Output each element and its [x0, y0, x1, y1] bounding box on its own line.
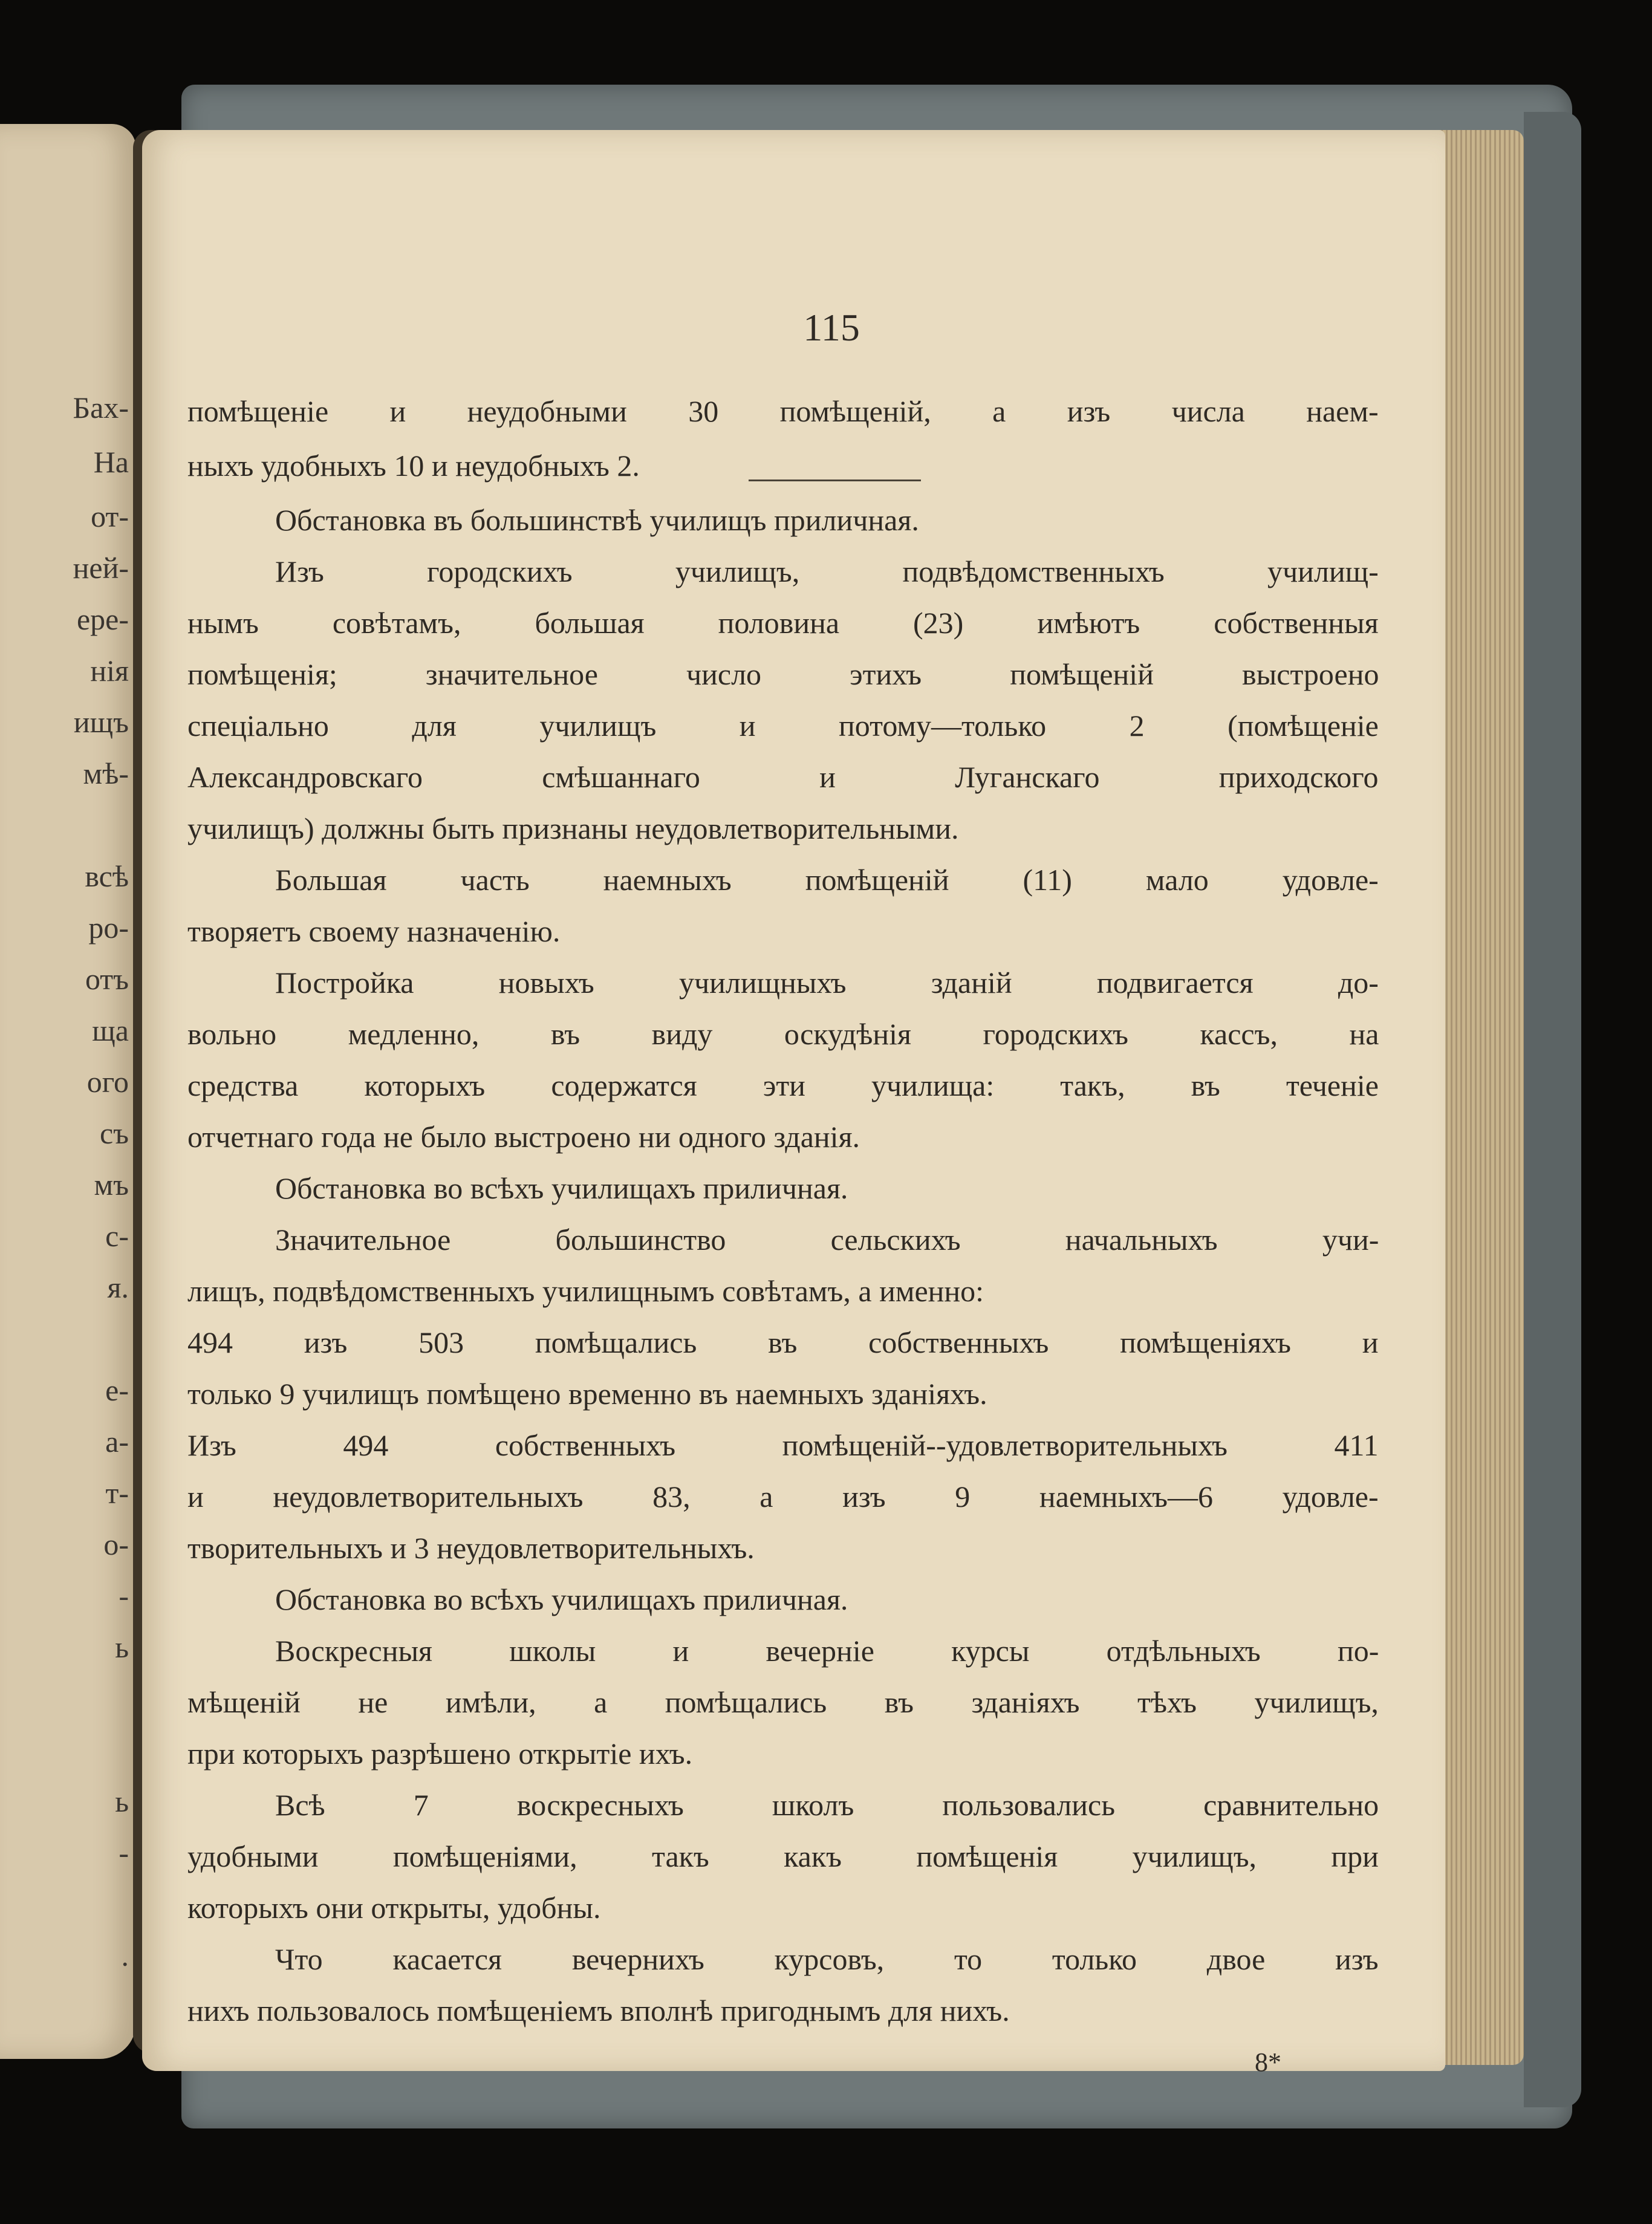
signature-mark: 8* — [1255, 2047, 1281, 2077]
left-page-fragment: е- — [105, 1373, 129, 1407]
body-line: училищъ) должны быть признаны неудовлетворительными. — [187, 811, 959, 845]
cover-edge — [1524, 112, 1581, 2107]
body-line: Что касается вечернихъ курсовъ, то только двое изъ — [275, 1942, 1379, 1976]
body-line: при которыхъ разрѣшено открытіе ихъ. — [187, 1737, 693, 1770]
left-page-fragment: о- — [103, 1527, 129, 1561]
body-line: Большая часть наемныхъ помѣщеній (11) мало удовле- — [275, 863, 1379, 897]
book-page — [142, 130, 1445, 2077]
left-page-fragment: отъ — [85, 962, 129, 996]
left-page-fragment: мѣ- — [83, 756, 129, 790]
body-line: мѣщеній не имѣли, а помѣщались въ зданіяхъ тѣхъ училищъ, — [187, 1685, 1379, 1719]
body-line: творительныхъ и 3 неудовлетворительныхъ. — [187, 1531, 755, 1565]
body-line: ныхъ удобныхъ 10 и неудобныхъ 2. — [187, 449, 640, 483]
body-line: только 9 училищъ помѣщено временно въ наемныхъ зданіяхъ. — [187, 1377, 987, 1411]
body-line: творяетъ своему назначенію. — [187, 914, 561, 948]
body-line: Изъ городскихъ училищъ, подвѣдомственныхъ училищ- — [275, 554, 1379, 588]
body-line: и неудовлетворительныхъ 83, а изъ 9 наемныхъ—6 удовле- — [187, 1480, 1379, 1514]
left-page-fragment: Бах- — [73, 391, 129, 424]
body-line: Обстановка во всѣхъ училищахъ приличная. — [275, 1582, 848, 1616]
left-page-fragment: мъ — [94, 1168, 129, 1201]
body-line: спеціально для училищъ и потому—только 2 (помѣщеніе — [187, 709, 1379, 743]
body-line: Обстановка въ большинствѣ училищъ приличная. — [275, 503, 919, 537]
left-page-fragment: с- — [105, 1219, 129, 1253]
page-number: 115 — [803, 306, 860, 349]
left-page-fragment: ро- — [88, 911, 129, 945]
left-page-fragment: я. — [107, 1270, 129, 1304]
body-line: помѣщенія; значительное число этихъ помѣщеній выстроено — [187, 657, 1379, 691]
left-page-fragment: нія — [90, 654, 129, 688]
body-line: Воскресныя школы и вечерніе курсы отдѣльныхъ по- — [275, 1634, 1379, 1668]
body-line: отчетнаго года не было выстроено ни одного зданія. — [187, 1120, 860, 1154]
left-page-fragment: т- — [105, 1476, 129, 1510]
left-page-fragment: - — [119, 1579, 129, 1613]
page-number-rule — [749, 480, 921, 481]
body-line: Изъ 494 собственныхъ помѣщеній--удовлетворительныхъ 411 — [187, 1428, 1379, 1462]
left-page-fragment: а- — [105, 1425, 129, 1458]
left-page-fragment: ого — [86, 1065, 129, 1099]
body-line: Постройка новыхъ училищныхъ зданій подвигается до- — [275, 966, 1379, 1000]
body-line: нымъ совѣтамъ, большая половина (23) имѣютъ собственныя — [187, 606, 1379, 640]
left-page-fragment: съ — [99, 1116, 129, 1150]
body-line: Всѣ 7 воскресныхъ школъ пользовались сравнительно — [275, 1788, 1379, 1822]
left-page-fragment: ищъ — [73, 705, 129, 739]
left-page-fragment: На — [93, 445, 129, 479]
left-page-fragment: - — [119, 1836, 129, 1870]
body-line: вольно медленно, въ виду оскудѣнія городскихъ кассъ, на — [187, 1017, 1379, 1051]
previous-page — [0, 124, 136, 2059]
left-page-fragment: ь — [115, 1630, 129, 1664]
left-page-fragment: всѣ — [85, 859, 129, 893]
body-line: Значительное большинство сельскихъ начальныхъ учи- — [275, 1223, 1379, 1257]
left-page-fragment: ере- — [76, 602, 129, 636]
page-stack-edge — [1433, 130, 1524, 2065]
body-line: помѣщеніе и неудобными 30 помѣщеній, а изъ числа наем- — [187, 394, 1379, 428]
body-line: 494 изъ 503 помѣщались въ собственныхъ помѣщеніяхъ и — [187, 1325, 1379, 1359]
body-line: Обстановка во всѣхъ училищахъ приличная. — [275, 1171, 848, 1205]
left-page-fragment: ь — [115, 1784, 129, 1818]
left-page-fragment: ща — [92, 1013, 129, 1047]
body-line: нихъ пользовалось помѣщеніемъ вполнѣ пригоднымъ для нихъ. — [187, 1994, 1010, 2027]
left-page-fragment: от- — [91, 499, 129, 533]
left-page-fragment: ней- — [73, 551, 129, 585]
body-line: Александровскаго смѣшаннаго и Луганскаго приходского — [187, 760, 1379, 794]
body-line: которыхъ они открыты, удобны. — [187, 1891, 601, 1925]
left-page-fragment: . — [121, 1939, 129, 1972]
body-line: лищъ, подвѣдомственныхъ училищнымъ совѣтамъ, а именно: — [187, 1274, 984, 1308]
body-line: удобными помѣщеніями, такъ какъ помѣщенія училищъ, при — [187, 1839, 1379, 1873]
body-line: средства которыхъ содержатся эти училища: такъ, въ теченіе — [187, 1068, 1379, 1102]
